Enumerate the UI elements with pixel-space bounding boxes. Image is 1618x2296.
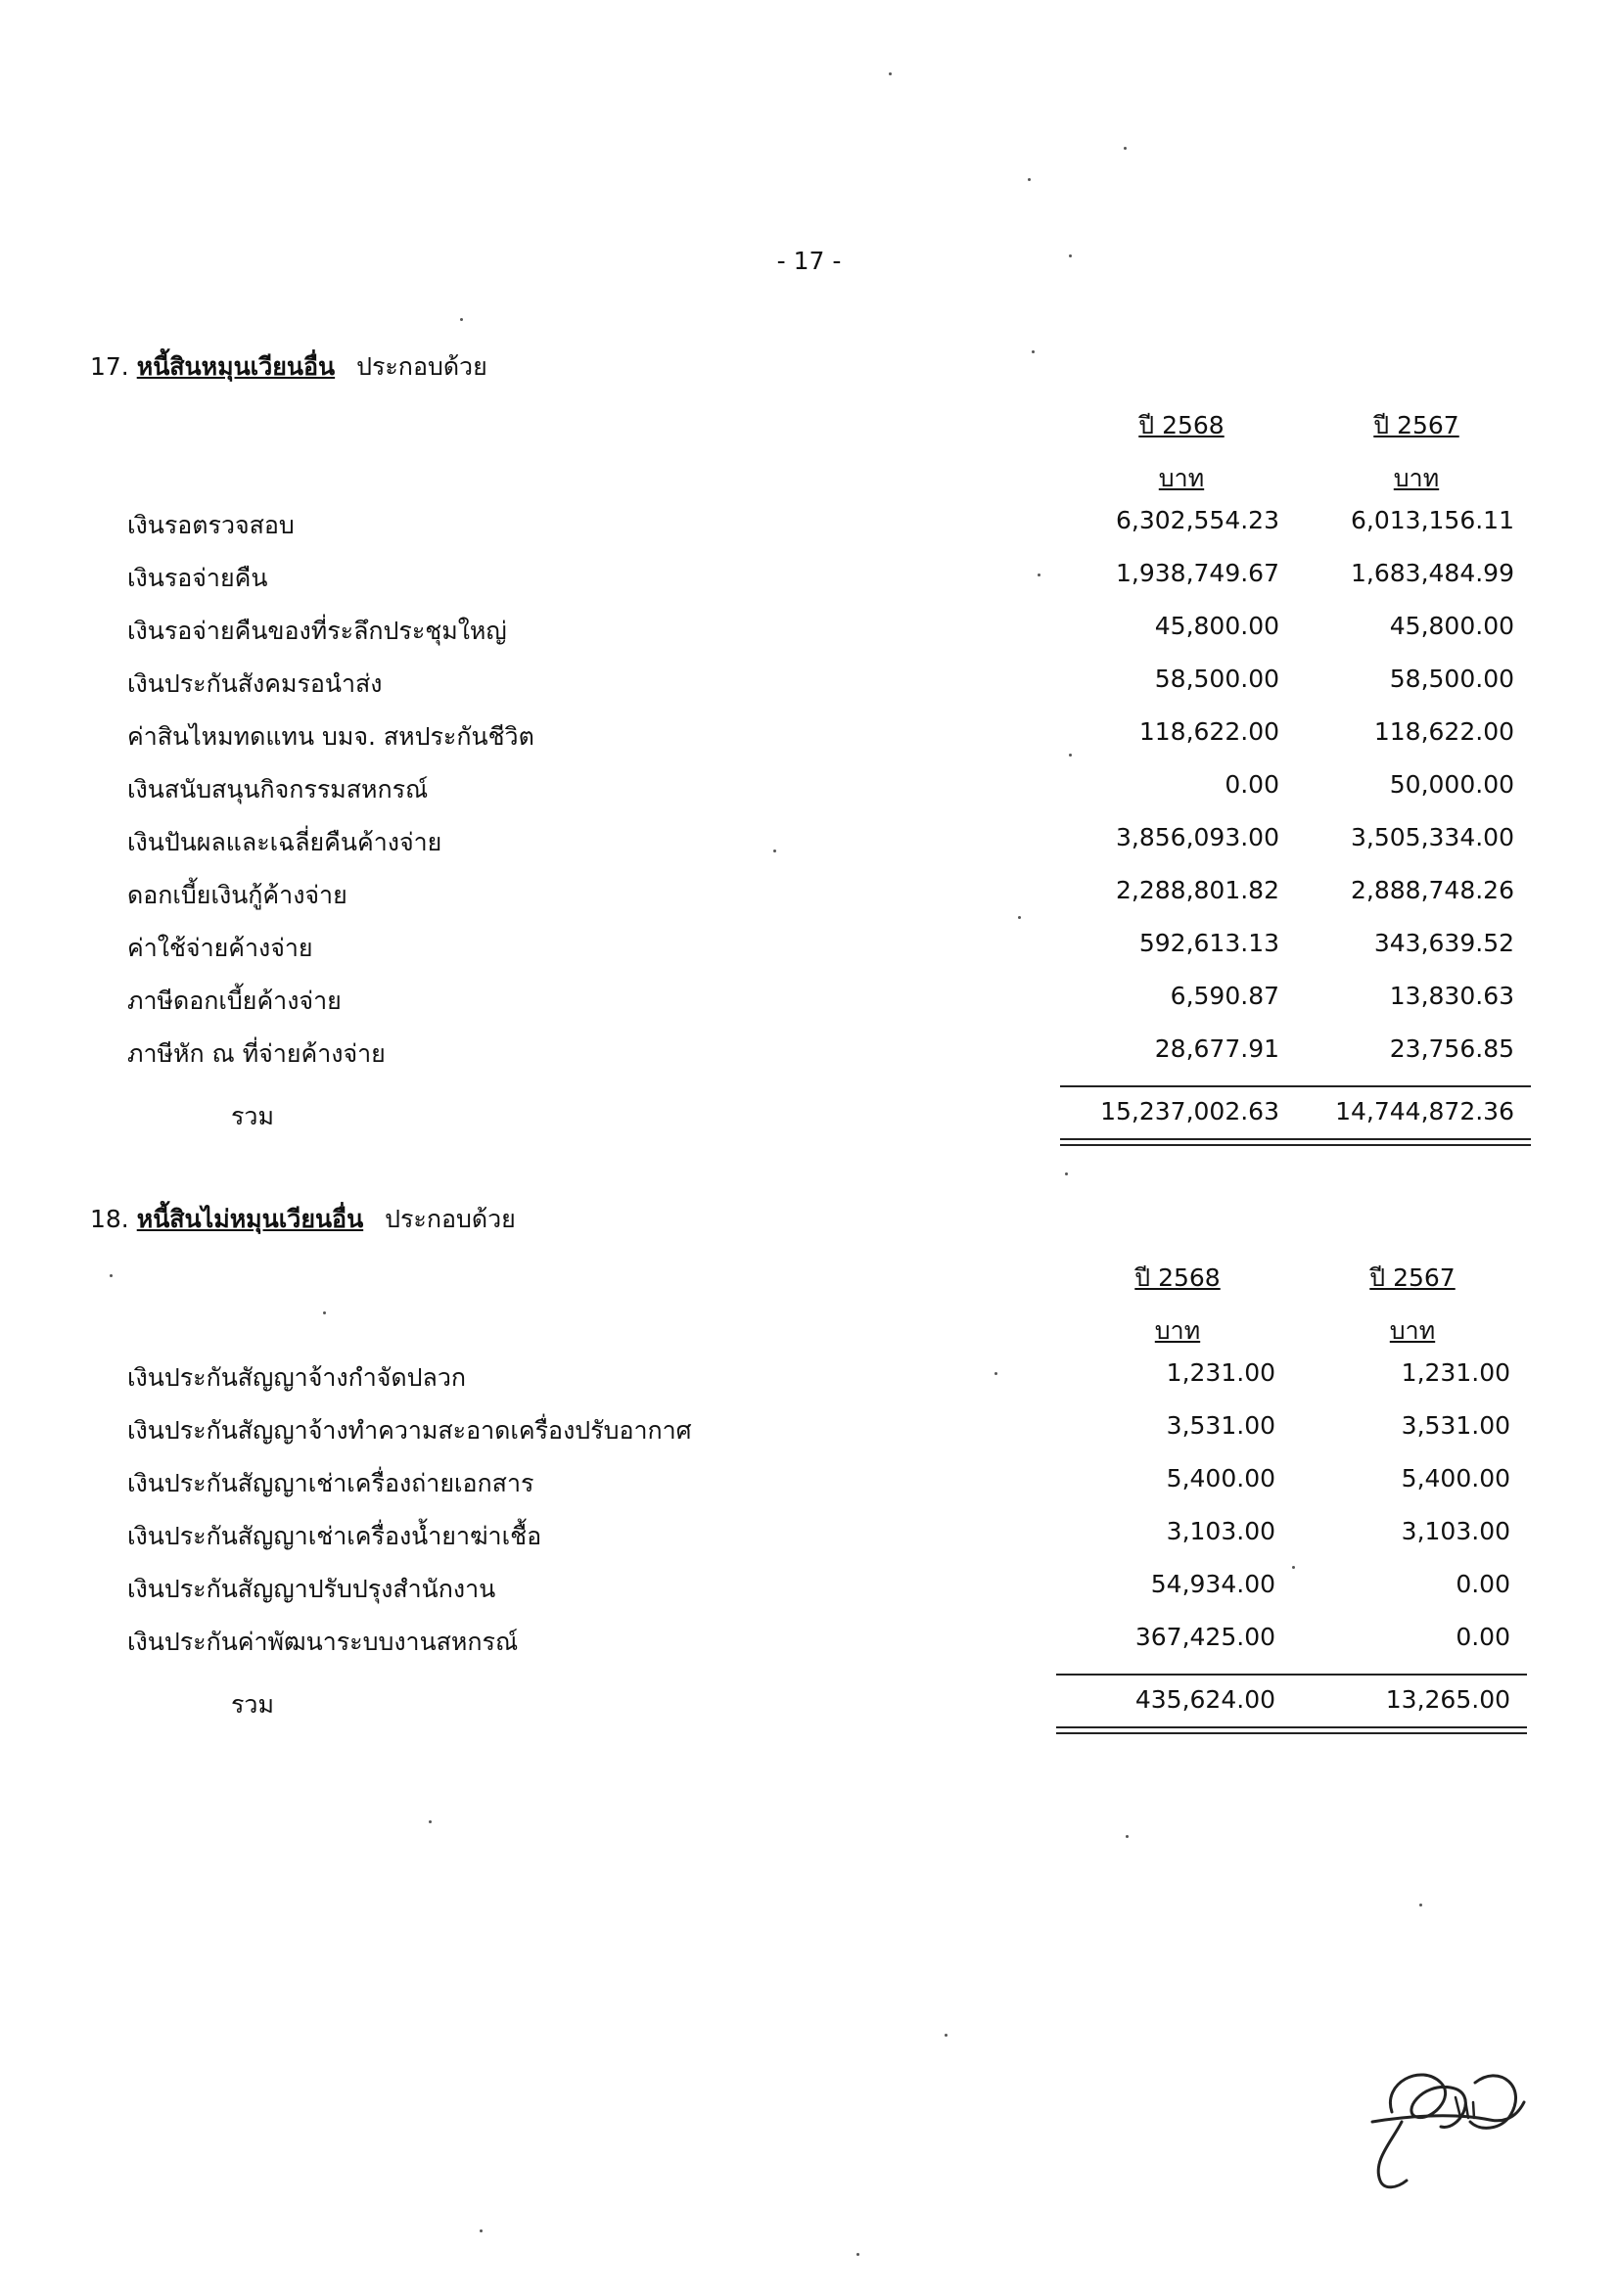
value-2568: 3,856,093.00: [1116, 823, 1279, 851]
scan-speck: [323, 1311, 326, 1314]
table-row: [0, 559, 1618, 598]
subtotal-rule: [1056, 1674, 1527, 1676]
scan-speck: [1018, 916, 1021, 919]
section-17: [0, 347, 1618, 1130]
section-suffix: ประกอบด้วย: [385, 1205, 516, 1233]
scan-speck: [110, 1274, 113, 1277]
table-row: [0, 665, 1618, 704]
total-2568: 435,624.00: [1134, 1685, 1275, 1714]
value-2567: 0.00: [1456, 1623, 1510, 1651]
scan-speck: [1292, 1566, 1295, 1569]
total-2567: 14,744,872.36: [1335, 1097, 1514, 1125]
row-label: เงินประกันสัญญาเช่าเครื่องถ่ายเอกสาร: [127, 1469, 534, 1497]
row-label: ภาษีหัก ณ ที่จ่ายค้างจ่าย: [127, 1039, 386, 1068]
row-label: เงินประกันสัญญาจ้างกำจัดปลวก: [127, 1363, 467, 1392]
row-label: ดอกเบี้ยเงินกู้ค้างจ่าย: [127, 881, 347, 909]
row-label: ภาษีดอกเบี้ยค้างจ่าย: [127, 987, 342, 1015]
value-2567: 45,800.00: [1389, 612, 1514, 640]
value-2567: 6,013,156.11: [1351, 506, 1514, 534]
row-label: เงินรอตรวจสอบ: [127, 511, 295, 539]
scan-speck: [1419, 1904, 1422, 1906]
row-label: ค่าใช้จ่ายค้างจ่าย: [127, 934, 313, 962]
row-label: เงินประกันสังคมรอนำส่ง: [127, 669, 383, 698]
double-rule-bottom: [1060, 1144, 1531, 1146]
total-2568: 15,237,002.63: [1100, 1097, 1279, 1125]
row-label: เงินประกันสัญญาปรับปรุงสำนักงาน: [127, 1575, 496, 1603]
col1-unit: บาท: [1154, 1316, 1201, 1345]
value-2567: 3,103.00: [1401, 1517, 1510, 1545]
section-heading: หนี้สินหมุนเวียนอื่น: [136, 352, 336, 381]
value-2567: 3,531.00: [1401, 1411, 1510, 1440]
value-2567: 58,500.00: [1389, 665, 1514, 693]
value-2567: 1,231.00: [1401, 1358, 1510, 1387]
scan-speck: [460, 318, 463, 321]
value-2568: 0.00: [1225, 770, 1279, 799]
value-2568: 3,531.00: [1166, 1411, 1275, 1440]
total-label: รวม: [231, 1102, 274, 1130]
value-2567: 5,400.00: [1401, 1464, 1510, 1492]
table-row: [0, 1464, 1618, 1503]
scan-speck: [773, 850, 776, 852]
value-2568: 1,938,749.67: [1116, 559, 1279, 587]
value-2567: 3,505,334.00: [1351, 823, 1514, 851]
total-2567: 13,265.00: [1385, 1685, 1510, 1714]
scan-speck: [1124, 147, 1127, 150]
total-row: [0, 1685, 1618, 1724]
row-label: เงินรอจ่ายคืน: [127, 564, 268, 592]
table-row: [0, 876, 1618, 915]
table-row: [0, 982, 1618, 1021]
table-row: [0, 1570, 1618, 1609]
scan-speck: [994, 1372, 997, 1375]
section-number: 18.: [90, 1205, 129, 1233]
value-2567: 118,622.00: [1373, 717, 1514, 746]
value-2567: 50,000.00: [1389, 770, 1514, 799]
value-2568: 592,613.13: [1138, 929, 1279, 957]
table-row: [0, 770, 1618, 809]
value-2567: 2,888,748.26: [1351, 876, 1514, 904]
table-row: [0, 506, 1618, 545]
col2-year: ปี 2567: [1373, 411, 1459, 439]
table-row: [0, 1034, 1618, 1074]
double-rule-bottom: [1056, 1732, 1527, 1734]
table-row: [0, 823, 1618, 862]
value-2568: 54,934.00: [1150, 1570, 1275, 1598]
value-2567: 13,830.63: [1389, 982, 1514, 1010]
double-rule-top: [1060, 1138, 1531, 1140]
total-label: รวม: [231, 1690, 274, 1719]
col1-unit: บาท: [1158, 464, 1205, 492]
value-2568: 1,231.00: [1166, 1358, 1275, 1387]
table-row: [0, 929, 1618, 968]
page-number: - 17 -: [776, 247, 842, 275]
row-label: เงินประกันค่าพัฒนาระบบงานสหกรณ์: [127, 1628, 519, 1656]
value-2568: 28,677.91: [1154, 1034, 1279, 1063]
signature-image: [1363, 2043, 1539, 2200]
value-2567: 23,756.85: [1389, 1034, 1514, 1063]
total-row: [0, 1097, 1618, 1136]
table-row: [0, 612, 1618, 651]
double-rule-top: [1056, 1726, 1527, 1728]
value-2568: 58,500.00: [1154, 665, 1279, 693]
scan-speck: [480, 2229, 483, 2232]
col2-unit: บาท: [1389, 1316, 1436, 1345]
value-2568: 6,302,554.23: [1116, 506, 1279, 534]
section-suffix: ประกอบด้วย: [356, 352, 487, 381]
section-title: [90, 1200, 516, 1239]
scan-speck: [1126, 1835, 1129, 1838]
scan-speck: [1038, 574, 1040, 576]
row-label: เงินรอจ่ายคืนของที่ระลึกประชุมใหญ่: [127, 617, 507, 645]
scan-speck: [945, 2034, 948, 2037]
section-title: [90, 347, 487, 387]
scan-speck: [1069, 754, 1072, 757]
row-label: เงินปันผลและเฉลี่ยคืนค้างจ่าย: [127, 828, 442, 856]
row-label: ค่าสินไหมทดแทน บมจ. สหประกันชีวิต: [127, 722, 534, 751]
scan-speck: [429, 1820, 432, 1823]
value-2568: 3,103.00: [1166, 1517, 1275, 1545]
col2-year: ปี 2567: [1369, 1263, 1456, 1292]
value-2568: 367,425.00: [1134, 1623, 1275, 1651]
row-label: เงินสนับสนุนกิจกรรมสหกรณ์: [127, 775, 429, 804]
col1-year: ปี 2568: [1134, 1263, 1221, 1292]
section-heading: หนี้สินไม่หมุนเวียนอื่น: [136, 1205, 364, 1233]
section-18: [0, 1200, 1618, 1885]
scan-speck: [856, 2253, 859, 2256]
table-row: [0, 717, 1618, 757]
table-row: [0, 1517, 1618, 1556]
value-2568: 2,288,801.82: [1116, 876, 1279, 904]
scan-speck: [1065, 1172, 1068, 1175]
scan-speck: [1069, 254, 1072, 257]
value-2568: 118,622.00: [1138, 717, 1279, 746]
table-row: [0, 1411, 1618, 1450]
value-2568: 45,800.00: [1154, 612, 1279, 640]
col1-year: ปี 2568: [1138, 411, 1225, 439]
scan-speck: [1028, 178, 1031, 181]
table-row: [0, 1623, 1618, 1662]
value-2567: 1,683,484.99: [1351, 559, 1514, 587]
subtotal-rule: [1060, 1085, 1531, 1087]
row-label: เงินประกันสัญญาเช่าเครื่องน้ำยาฆ่าเชื้อ: [127, 1522, 542, 1550]
value-2568: 5,400.00: [1166, 1464, 1275, 1492]
table-row: [0, 1358, 1618, 1398]
scan-speck: [1032, 350, 1035, 353]
value-2567: 343,639.52: [1373, 929, 1514, 957]
row-label: เงินประกันสัญญาจ้างทำความสะอาดเครื่องปรับอากาศ: [127, 1416, 692, 1445]
value-2568: 6,590.87: [1170, 982, 1279, 1010]
col2-unit: บาท: [1393, 464, 1440, 492]
section-number: 17.: [90, 352, 129, 381]
scan-speck: [889, 72, 892, 75]
value-2567: 0.00: [1456, 1570, 1510, 1598]
